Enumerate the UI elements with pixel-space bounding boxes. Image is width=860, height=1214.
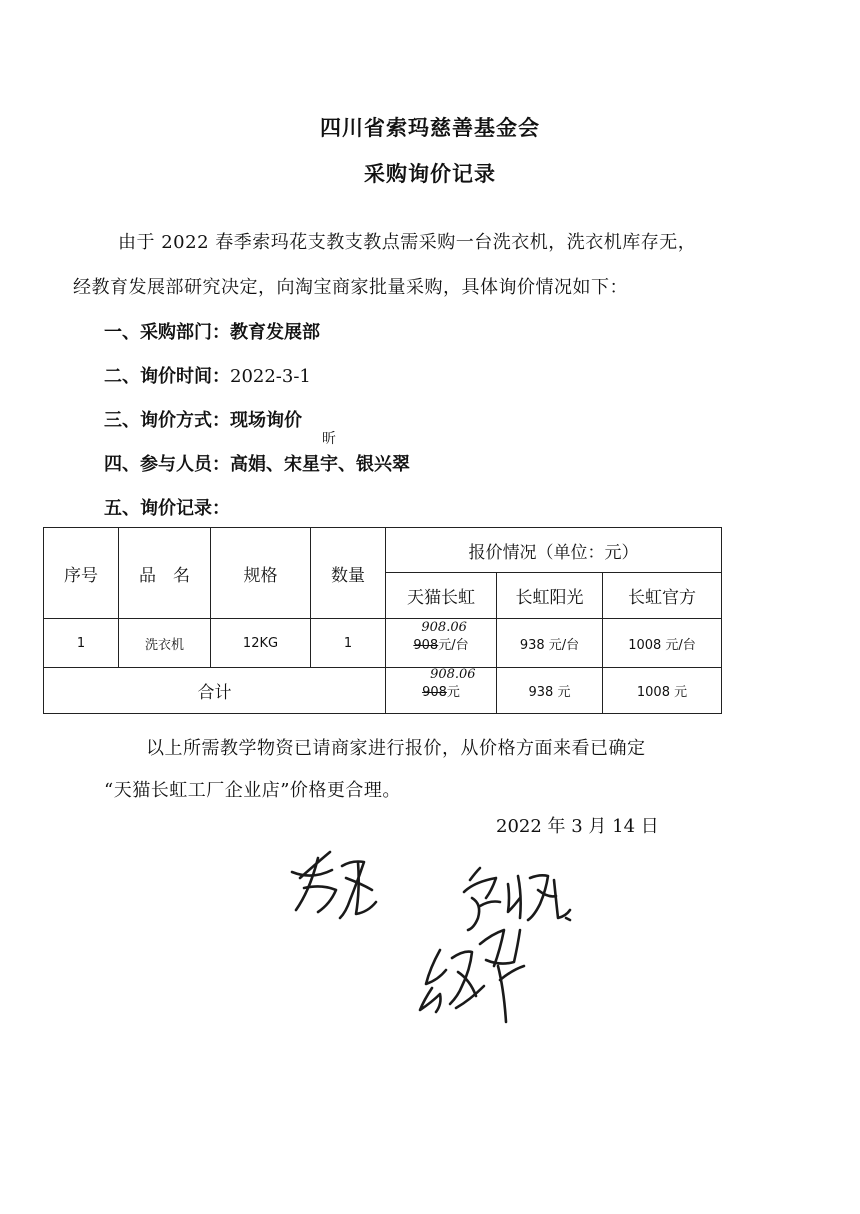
doc-title: 采购询价记录: [364, 162, 496, 186]
header-quote-group: 报价情况（单位：元）: [386, 528, 722, 573]
header-spec: 规格: [211, 528, 311, 619]
total-price-yangguang: 938 元: [497, 668, 603, 714]
item-method-label: 三、询价方式：: [104, 410, 230, 431]
header-vendor-yangguang: 长虹阳光: [497, 573, 603, 619]
row-price-yangguang: 938 元/台: [497, 619, 603, 668]
org-title: 四川省索玛慈善基金会: [320, 116, 540, 140]
struck-price: 908: [413, 637, 439, 653]
conclusion-line-1: 以上所需教学物资已请商家进行报价，从价格方面来看已确定: [146, 738, 646, 759]
total-unit: 元: [446, 685, 460, 700]
intro-line-1: 由于 2022 春季索玛花支教支教点需采购一台洗衣机，洗衣机库存无，: [118, 232, 697, 253]
item-record-label: 五、询价记录：: [104, 498, 230, 519]
item-dept-value: 教育发展部: [230, 322, 320, 343]
header-vendor-official: 长虹官方: [603, 573, 722, 619]
header-qty: 数量: [311, 528, 386, 619]
signature-song-xinyu: [464, 868, 570, 930]
row-name: 洗衣机: [119, 619, 211, 668]
name-correction: 昕: [322, 431, 336, 447]
row-qty: 1: [311, 619, 386, 668]
item-method-value: 现场询价: [230, 410, 302, 431]
intro-line-2: 经教育发展部研究决定，向淘宝商家批量采购，具体询价情况如下：: [73, 277, 628, 298]
total-label: 合计: [44, 668, 386, 714]
item-people-label: 四、参与人员：: [104, 454, 230, 475]
struck-total: 908: [422, 685, 447, 700]
signature-yin-xingcui: [420, 930, 524, 1022]
item-time-value: 2022-3-1: [230, 366, 311, 387]
handwritten-total: 908.06: [430, 667, 476, 682]
header-seq: 序号: [44, 528, 119, 619]
item-people-value: 高娟、宋星宇、银兴翠: [230, 454, 410, 475]
header-name: 品 名: [119, 528, 211, 619]
document-date: 2022 年 3 月 14 日: [496, 816, 659, 837]
price-unit: 元/台: [438, 637, 469, 653]
header-vendor-tmall: 天猫长虹: [386, 573, 497, 619]
row-price-official: 1008 元/台: [603, 619, 722, 668]
handwritten-price: 908.06: [421, 619, 467, 635]
row-seq: 1: [44, 619, 119, 668]
total-price-official: 1008 元: [603, 668, 722, 714]
row-spec: 12KG: [211, 619, 311, 668]
signature-gao-juan: [292, 852, 376, 918]
item-dept-label: 一、采购部门：: [104, 322, 230, 343]
conclusion-line-2: “天猫长虹工厂企业店”价格更合理。: [104, 780, 401, 801]
item-time-label: 二、询价时间：: [104, 366, 230, 387]
